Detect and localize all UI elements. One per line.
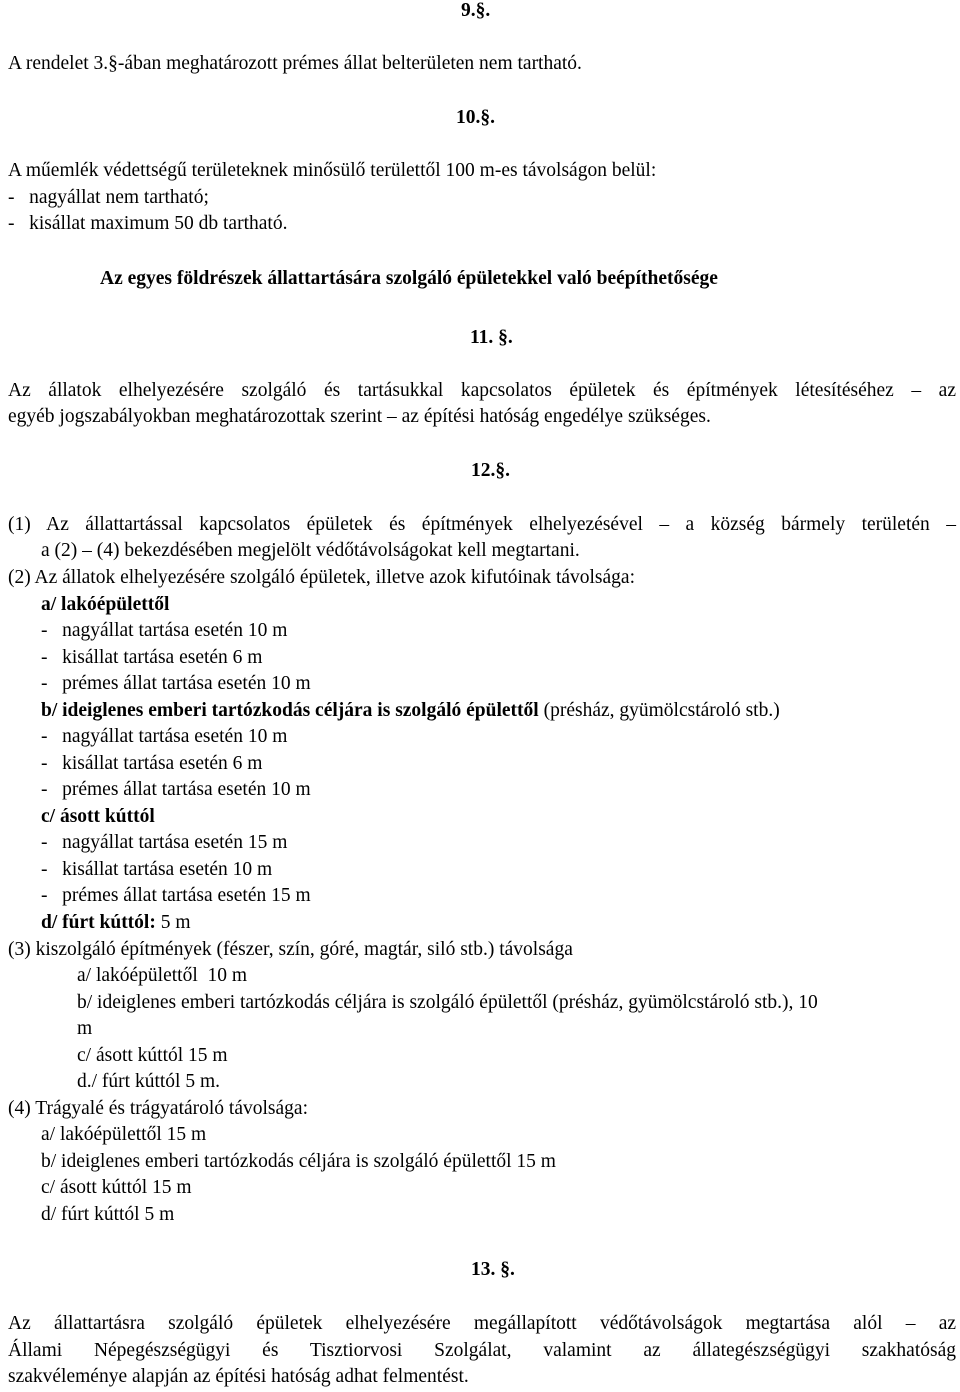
section-12-p1-line: a (2) – (4) bekezdésében megjelölt védőtávolságokat kell megtartani. <box>41 540 580 561</box>
distance-group-title-line <box>41 698 780 725</box>
distance-group-note: (présház, gyümölcstároló stb.) <box>538 700 780 721</box>
p3-item: c/ ásott kúttól 15 m <box>77 1045 228 1066</box>
distance-group-title: b/ ideiglenes emberi tartózkodás céljára is szolgáló épülettől <box>41 700 539 721</box>
distance-item: - kisállat tartása esetén 10 m <box>41 859 273 880</box>
p3-item: a/ lakóépülettől 10 m <box>77 965 248 986</box>
chapter-title: Az egyes földrészek állattartására szolgáló épületekkel való beépíthetősége <box>100 268 718 289</box>
distance-item: - prémes állat tartása esetén 10 m <box>41 779 311 800</box>
p3-item: d./ fúrt kúttól 5 m. <box>77 1071 220 1092</box>
section-10-heading: 10.§. <box>456 107 495 128</box>
distance-item: - nagyállat tartása esetén 10 m <box>41 726 288 747</box>
section-10-intro: A műemlék védettségű területeknek minősülő területtől 100 m-es távolságon belül: <box>8 160 657 181</box>
p4-item: d/ fúrt kúttól 5 m <box>41 1204 175 1225</box>
distance-value: 5 m <box>155 912 191 933</box>
section-13-text-line: szakvéleménye alapján az építési hatóság adhat felmentést. <box>8 1366 469 1387</box>
p4-item: a/ lakóépülettől 15 m <box>41 1124 207 1145</box>
distance-item: - nagyállat tartása esetén 10 m <box>41 620 288 641</box>
distance-item: - nagyállat tartása esetén 15 m <box>41 832 288 853</box>
section-12-p2-intro: (2) Az állatok elhelyezésére szolgáló épületek, illetve azok kifutóinak távolsága: <box>8 567 635 588</box>
distance-group-title: a/ lakóépülettől <box>41 594 170 615</box>
section-13-heading: 13. §. <box>471 1259 515 1280</box>
section-10-item: - kisállat maximum 50 db tartható. <box>8 213 288 234</box>
p4-item: c/ ásott kúttól 15 m <box>41 1177 192 1198</box>
section-9-heading: 9.§. <box>461 0 491 21</box>
distance-group-title: d/ fúrt kúttól: <box>41 912 156 933</box>
section-12-p1-line: (1) Az állattartással kapcsolatos épületek és építmények elhelyezésével – a község bármely területén – <box>8 514 956 535</box>
distance-item: - kisállat tartása esetén 6 m <box>41 753 263 774</box>
section-13-text-line: Állami Népegészségügyi és Tisztiorvosi Szolgálat, valamint az állategészségügyi szakhatóság <box>8 1340 956 1361</box>
section-13-text-line: Az állattartásra szolgáló épületek elhelyezésére megállapított védőtávolságok megtartása alól – az <box>8 1313 956 1334</box>
p3-item: b/ ideiglenes emberi tartózkodás céljára is szolgáló épülettől (présház, gyümölcstároló stb.), 10 <box>77 992 818 1013</box>
section-11-text-line: egyéb jogszabályokban meghatározottak szerint – az építési hatóság engedélye szükséges. <box>8 406 711 427</box>
section-9-text: A rendelet 3.§-ában meghatározott prémes állat belterületen nem tartható. <box>8 53 582 74</box>
section-11-text-line: Az állatok elhelyezésére szolgáló és tartásukkal kapcsolatos épületek és építmények létesítéséhez – az <box>8 380 956 401</box>
distance-item: - kisállat tartása esetén 6 m <box>41 647 263 668</box>
section-12-heading: 12.§. <box>471 460 510 481</box>
distance-item: - prémes állat tartása esetén 10 m <box>41 673 311 694</box>
section-12-p4-intro: (4) Trágyalé és trágyatároló távolsága: <box>8 1098 308 1119</box>
section-10-item: - nagyállat nem tartható; <box>8 187 209 208</box>
distance-group-title-line <box>41 910 191 937</box>
p3-item-continuation: m <box>77 1018 93 1039</box>
p4-item: b/ ideiglenes emberi tartózkodás céljára is szolgáló épülettől 15 m <box>41 1151 556 1172</box>
section-11-heading: 11. §. <box>470 327 513 348</box>
distance-group-title: c/ ásott kúttól <box>41 806 155 827</box>
distance-item: - prémes állat tartása esetén 15 m <box>41 885 311 906</box>
section-12-p3-intro: (3) kiszolgáló építmények (fészer, szín, góré, magtár, siló stb.) távolsága <box>8 939 573 960</box>
